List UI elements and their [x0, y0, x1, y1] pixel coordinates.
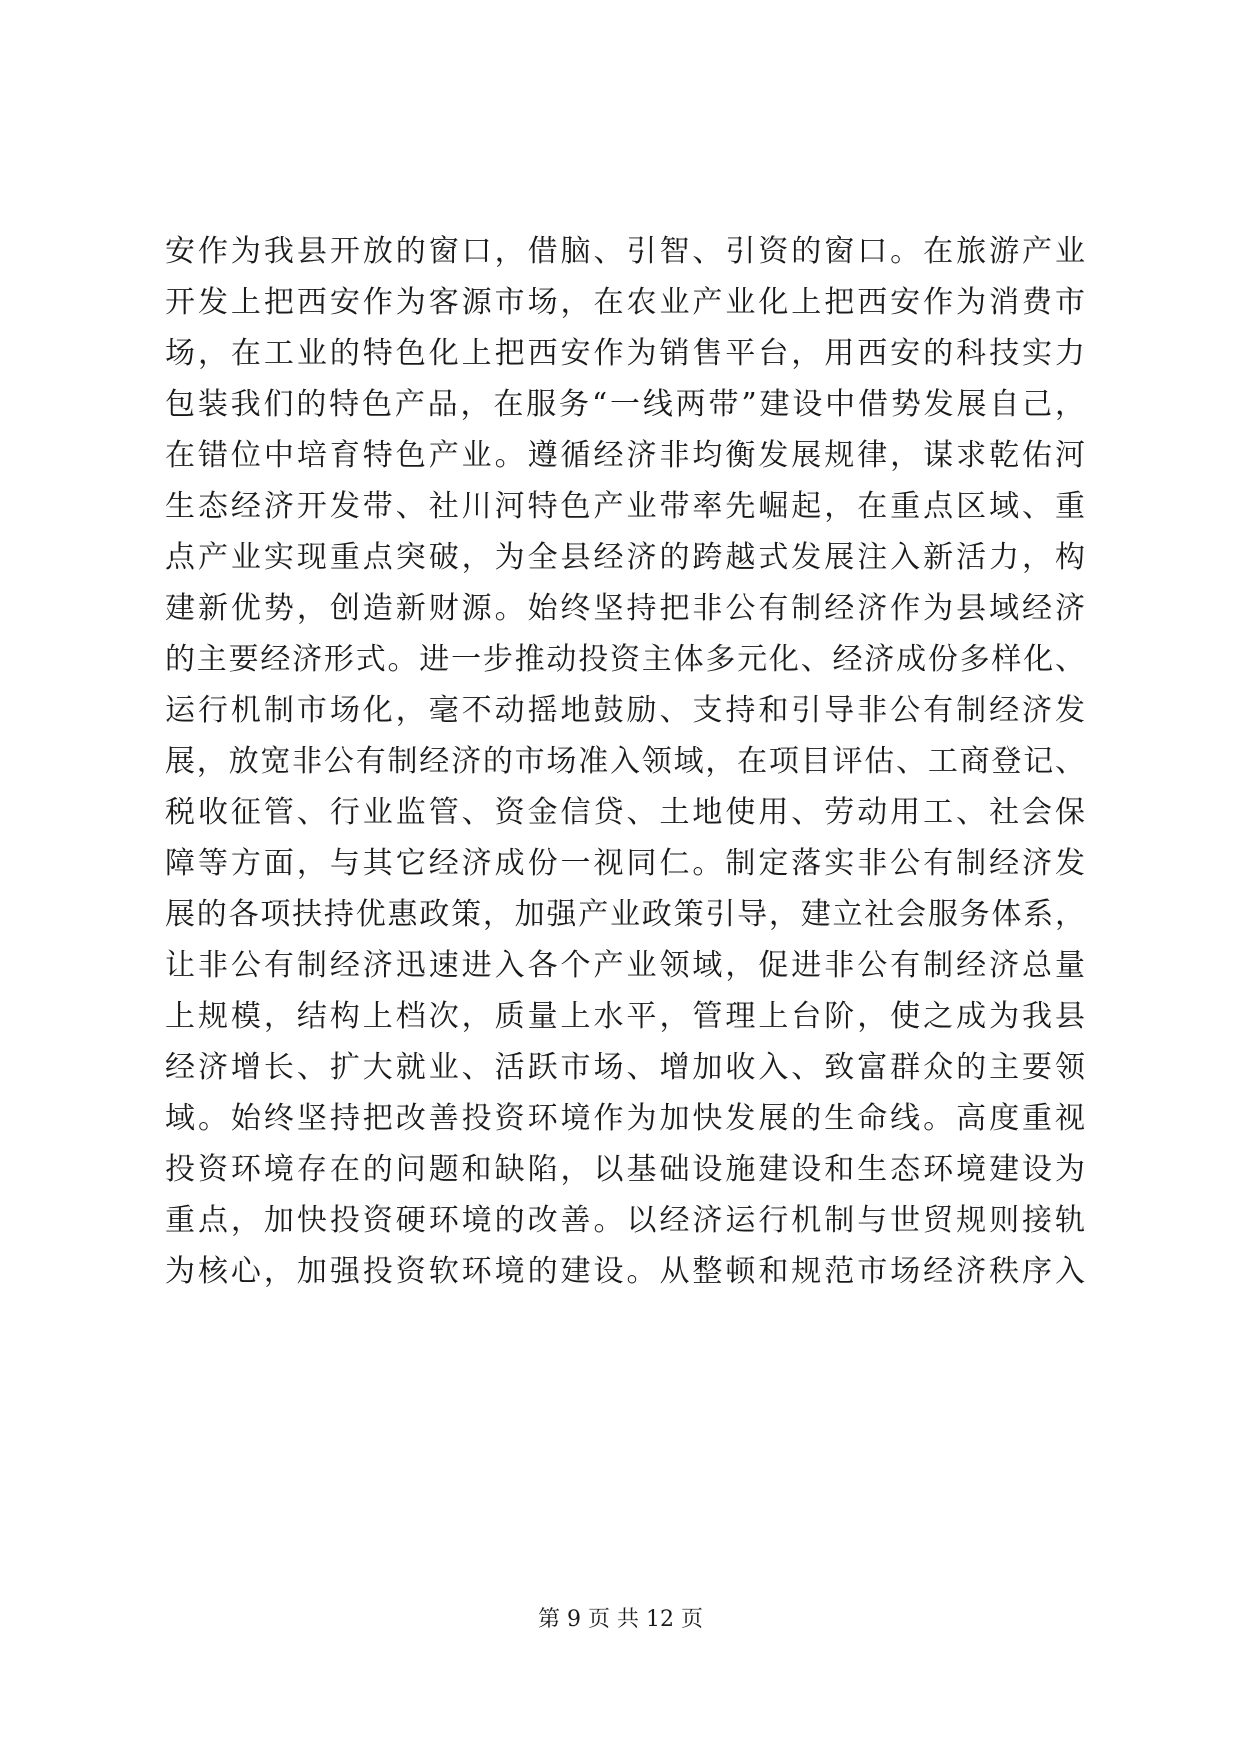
text-line: 税收征管、行业监管、资金信贷、土地使用、劳动用工、社会保	[165, 795, 1085, 830]
text-line: 展，放宽非公有制经济的市场准入领域，在项目评估、工商登记、	[165, 744, 1085, 779]
text-line: 障等方面，与其它经济成份一视同仁。制定落实非公有制经济发	[165, 846, 1085, 881]
text-line: 点产业实现重点突破，为全县经济的跨越式发展注入新活力，构	[165, 540, 1085, 575]
text-line: 让非公有制经济迅速进入各个产业领域，促进非公有制经济总量	[165, 948, 1085, 983]
text-line: 运行机制市场化，毫不动摇地鼓励、支持和引导非公有制经济发	[165, 693, 1085, 728]
text-line: 场，在工业的特色化上把西安作为销售平台，用西安的科技实力	[165, 336, 1085, 371]
text-line: 包装我们的特色产品，在服务“一线两带”建设中借势发展自己，	[165, 387, 1085, 422]
text-line: 的主要经济形式。进一步推动投资主体多元化、经济成份多样化、	[165, 642, 1085, 677]
text-line: 投资环境存在的问题和缺陷，以基础设施建设和生态环境建设为	[165, 1152, 1085, 1187]
text-line: 展的各项扶持优惠政策，加强产业政策引导，建立社会服务体系，	[165, 897, 1085, 932]
text-line: 在错位中培育特色产业。遵循经济非均衡发展规律，谋求乾佑河	[165, 438, 1085, 473]
text-line: 生态经济开发带、社川河特色产业带率先崛起，在重点区域、重	[165, 489, 1085, 524]
body-text	[165, 230, 1085, 1301]
text-line: 重点，加快投资硬环境的改善。以经济运行机制与世贸规则接轨	[165, 1203, 1085, 1238]
text-line: 建新优势，创造新财源。始终坚持把非公有制经济作为县域经济	[165, 591, 1085, 626]
text-line: 上规模，结构上档次，质量上水平，管理上台阶，使之成为我县	[165, 999, 1085, 1034]
page-footer: 第 9 页 共 12 页	[538, 1607, 703, 1632]
text-line: 开发上把西安作为客源市场，在农业产业化上把西安作为消费市	[165, 285, 1085, 320]
text-line: 安作为我县开放的窗口，借脑、引智、引资的窗口。在旅游产业	[165, 234, 1085, 269]
text-line: 域。始终坚持把改善投资环境作为加快发展的生命线。高度重视	[165, 1101, 1085, 1136]
text-line: 经济增长、扩大就业、活跃市场、增加收入、致富群众的主要领	[165, 1050, 1085, 1085]
text-line: 为核心，加强投资软环境的建设。从整顿和规范市场经济秩序入	[165, 1254, 1085, 1289]
